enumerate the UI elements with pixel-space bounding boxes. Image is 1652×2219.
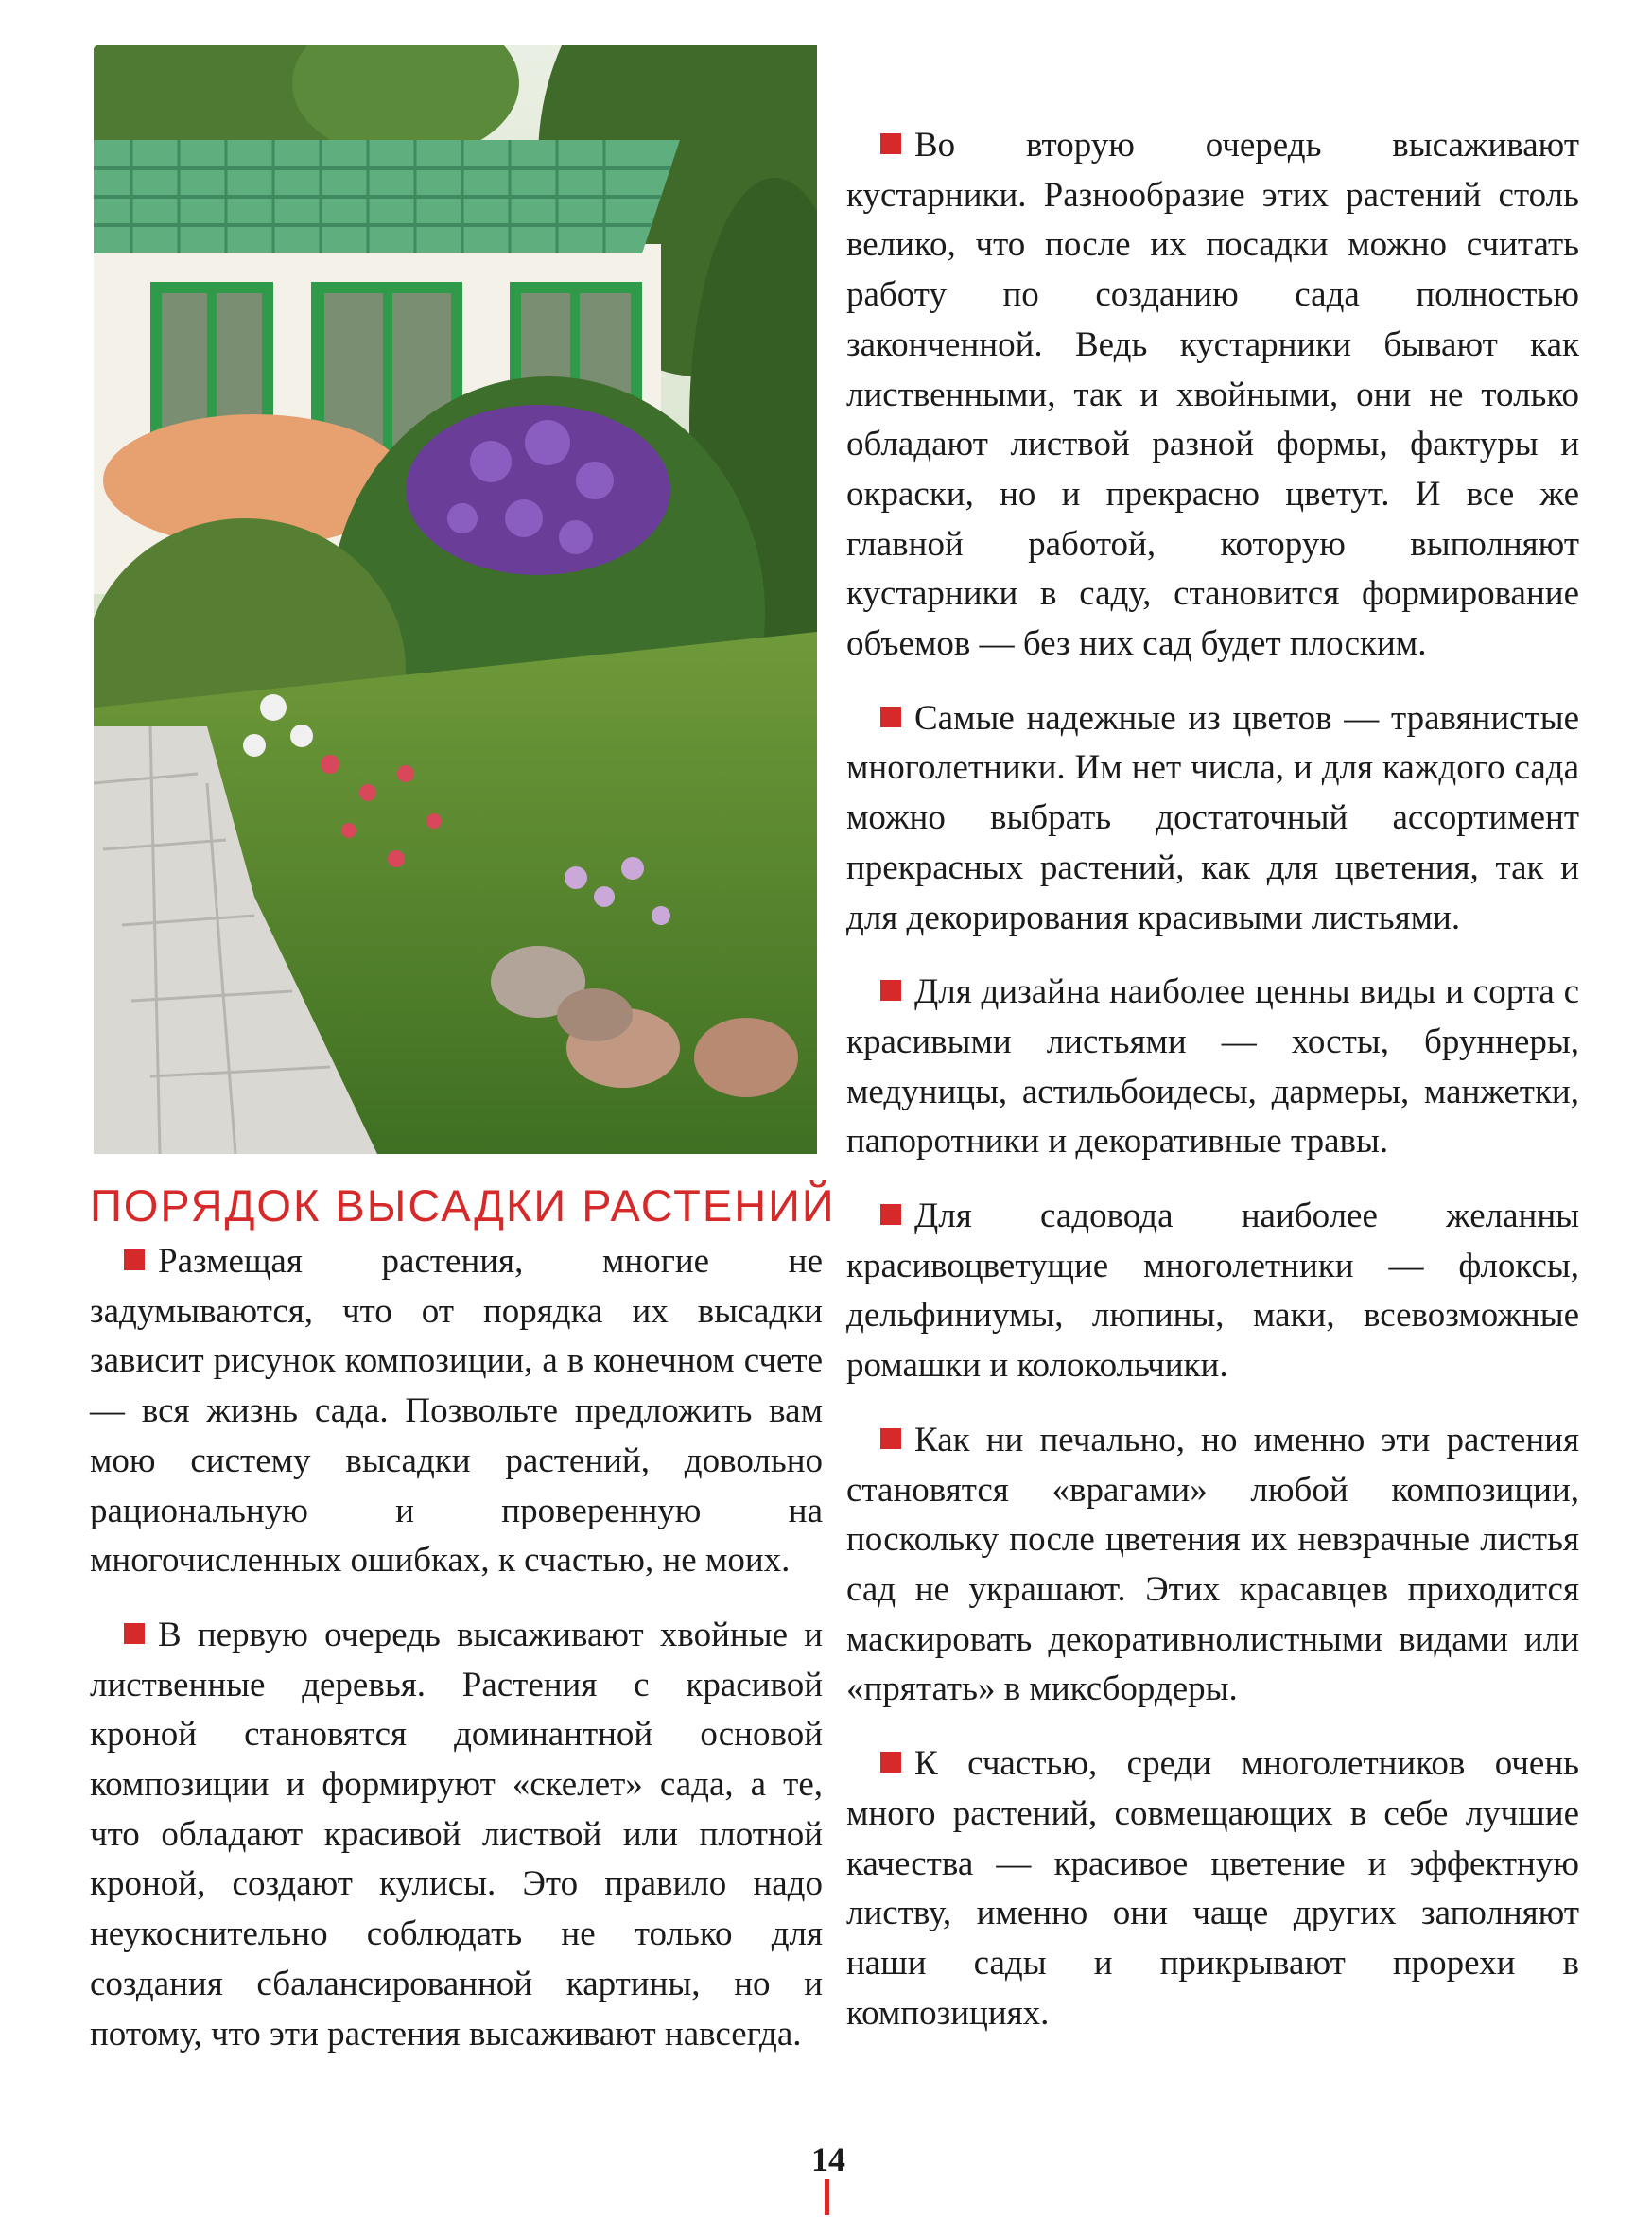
paragraph-text: Размещая растения, многие не задумываются, что от порядка их высадки зависит рисунок композиции, а в конечном счете — вся жизнь сада. Позвольте предложить вам мою систему высадки растений, довольно рациональную и проверенную на многочисленных ошибках, к счастью, не моих. <box>90 1242 823 1581</box>
red-square-bullet-icon <box>124 1623 145 1644</box>
garden-house-illustration <box>94 45 817 1154</box>
paragraph <box>846 1416 1579 1715</box>
page-number: 14 <box>811 2140 845 2178</box>
paragraph <box>846 1739 1579 2038</box>
paragraph <box>846 1192 1579 1391</box>
red-square-bullet-icon <box>880 133 901 154</box>
red-square-bullet-icon <box>880 1428 901 1449</box>
paragraph <box>846 694 1579 944</box>
red-square-bullet-icon <box>880 1752 901 1773</box>
garden-photo <box>94 45 817 1154</box>
paragraph-text: В первую очередь высаживают хвойные и лиственные деревья. Растения с красивой кроной становятся доминантной основой композиции и формируют «скелет» сада, а те, что обладают красивой листвой или плотной кроной, создают кулисы. Это правило надо неукоснительно соблюдать не только для создания сбалансированной картины, но и потому, что эти растения высаживают навсегда. <box>90 1615 823 2053</box>
paragraph <box>846 968 1579 1167</box>
paragraph-text: Во вторую очередь высаживают кустарники. Разнообразие этих растений столь велико, что после их посадки можно считать работу по созданию сада полностью законченной. Ведь кустарники бывают как лиственными, так и хвойными, они не только обладают листвой разной формы, фактуры и окраски, но и прекрасно цветут. И все же главной работой, которую выполняют кустарники в саду, становится формирование объемов — без них сад будет плоским. <box>846 126 1579 664</box>
paragraph-text: Самые надежные из цветов — травянистые многолетники. Им нет числа, и для каждого сада можно выбрать достаточный ассортимент прекрасных растений, как для цветения, так и для декорирования красивыми листьями. <box>846 698 1579 937</box>
red-square-bullet-icon <box>880 707 901 727</box>
paragraph-text: К счастью, среди многолетников очень много растений, совмещающих в себе лучшие качества — красивое цветение и эффектную листву, именно они чаще других заполняют наши сады и прикрывают прорехи в композициях. <box>846 1744 1579 2033</box>
right-column <box>846 121 1579 2063</box>
left-column <box>90 1237 823 2084</box>
paragraph <box>90 1611 823 2059</box>
page-number-rule <box>825 2179 829 2215</box>
red-square-bullet-icon <box>124 1249 145 1270</box>
section-heading: ПОРЯДОК ВЫСАДКИ РАСТЕНИЙ <box>90 1180 836 1231</box>
paragraph-text: Как ни печально, но именно эти растения становятся «врагами» любой композиции, поскольку после цветения их невзрачные листья сад не украшают. Этих красавцев приходится маскировать декоративнолистными видами или «прятать» в миксбордеры. <box>846 1420 1579 1709</box>
paragraph-text: Для дизайна наиболее ценны виды и сорта с красивыми листьями — хосты, бруннеры, медуницы, астильбоидесы, дармеры, манжетки, папоротники и декоративные травы. <box>846 972 1579 1162</box>
paragraph <box>846 121 1579 670</box>
red-square-bullet-icon <box>880 1204 901 1225</box>
red-square-bullet-icon <box>880 980 901 1001</box>
paragraph-text: Для садовода наиболее желанны красивоцветущие многолетники — флоксы, дельфиниумы, люпины, маки, всевозможные ромашки и колокольчики. <box>846 1197 1579 1386</box>
paragraph <box>90 1237 823 1586</box>
